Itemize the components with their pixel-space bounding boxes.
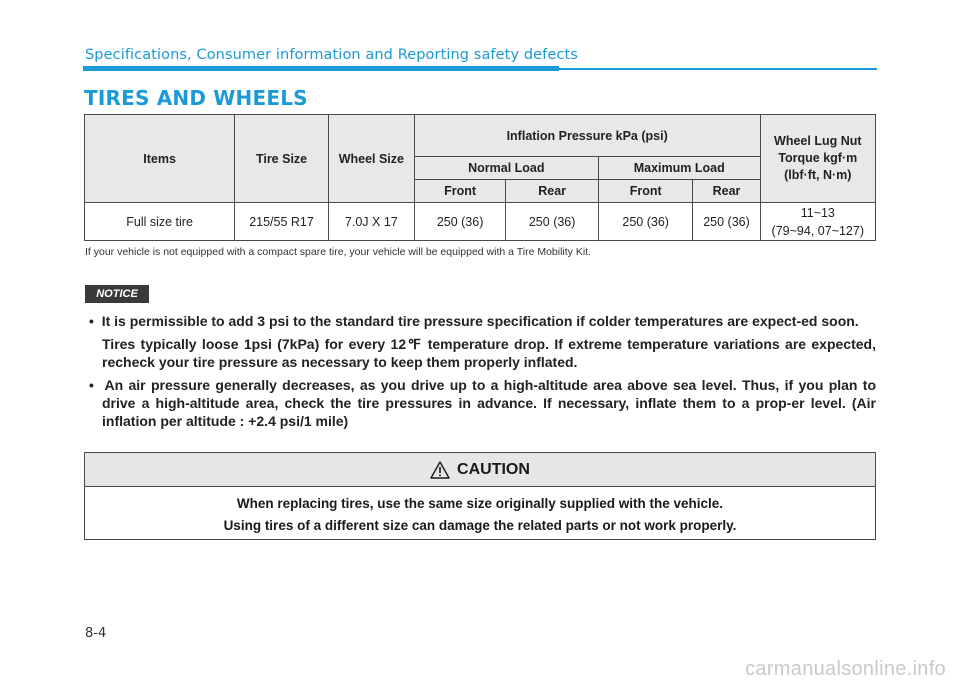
header-rule-thin [559, 68, 877, 70]
warning-triangle-icon [430, 461, 450, 479]
bullet-marker: • [89, 377, 94, 393]
cell-item: Full size tire [85, 203, 235, 241]
header-wheel-size: Wheel Size [328, 115, 414, 203]
cell-normal-front: 250 (36) [414, 203, 506, 241]
tire-spec-table [84, 114, 876, 241]
watermark: carmanualsonline.info [745, 658, 946, 680]
cell-max-rear: 250 (36) [693, 203, 760, 241]
cell-lug-torque [760, 203, 875, 241]
caution-header [85, 453, 875, 487]
header-max-load: Maximum Load [598, 157, 760, 180]
cell-max-front: 250 (36) [598, 203, 693, 241]
header-normal-load: Normal Load [414, 157, 598, 180]
page-number: 8-4 [85, 626, 107, 641]
bullet-marker: • [89, 313, 94, 329]
cell-lug-torque-line1: 11~13 [800, 205, 835, 220]
header-max-rear: Rear [693, 180, 760, 203]
notice-bullet-1-text: It is permissible to add 3 psi to the standard tire pressure specification if colder temperatures are expect-ed soon. [101, 313, 859, 329]
notice-badge: NOTICE [85, 285, 149, 303]
cell-wheel-size: 7.0J X 17 [328, 203, 414, 241]
table-row [85, 203, 876, 241]
header-title: Specifications, Consumer information and Reporting safety defects [85, 47, 578, 63]
header-inflation: Inflation Pressure kPa (psi) [414, 115, 760, 157]
header-lug-nut-line3: (lbf·ft, N·m) [784, 168, 852, 182]
notice-bullet-1-continued: Tires typically loose 1psi (7kPa) for every 12℉ temperature drop. If extreme temperature variations are expected, recheck your tire pressure as necessary to keep them properly inflated. [102, 336, 876, 370]
header-lug-nut-line1: Wheel Lug Nut [774, 134, 862, 148]
notice-bullet-2-text: An air pressure generally decreases, as you drive up to a high-altitude area above sea level. Thus, if you plan to drive a high-altitude area, check the tire pressures in advance. If necessary, inflate them to a prop-er level. (Air inflation per altitude : +2.4 psi/1 mile) [102, 377, 876, 429]
section-title: TIRES AND WHEELS [84, 86, 308, 110]
caution-line-2: Using tires of a different size can damage the related parts or not work properly. [223, 518, 737, 533]
notice-content [86, 312, 876, 430]
notice-bullet-2 [86, 376, 876, 430]
caution-line-1: When replacing tires, use the same size originally supplied with the vehicle. [236, 496, 724, 511]
header-rule [83, 66, 559, 71]
cell-tire-size: 215/55 R17 [235, 203, 329, 241]
table-footnote: If your vehicle is not equipped with a compact spare tire, your vehicle will be equipped with a Tire Mobility Kit. [85, 246, 591, 258]
header-normal-rear: Rear [506, 180, 598, 203]
header-max-front: Front [598, 180, 693, 203]
cell-normal-rear: 250 (36) [506, 203, 598, 241]
notice-bullet-1 [86, 312, 876, 330]
header-normal-front: Front [414, 180, 506, 203]
caution-title: CAUTION [457, 460, 530, 478]
cell-lug-torque-line2: (79~94, 07~127) [771, 223, 864, 238]
caution-body [85, 487, 875, 537]
header-lug-nut-line2: Torque kgf·m [778, 151, 858, 165]
caution-box [84, 452, 876, 540]
header-tire-size: Tire Size [235, 115, 329, 203]
header-items: Items [85, 115, 235, 203]
header-lug-nut [760, 115, 875, 203]
